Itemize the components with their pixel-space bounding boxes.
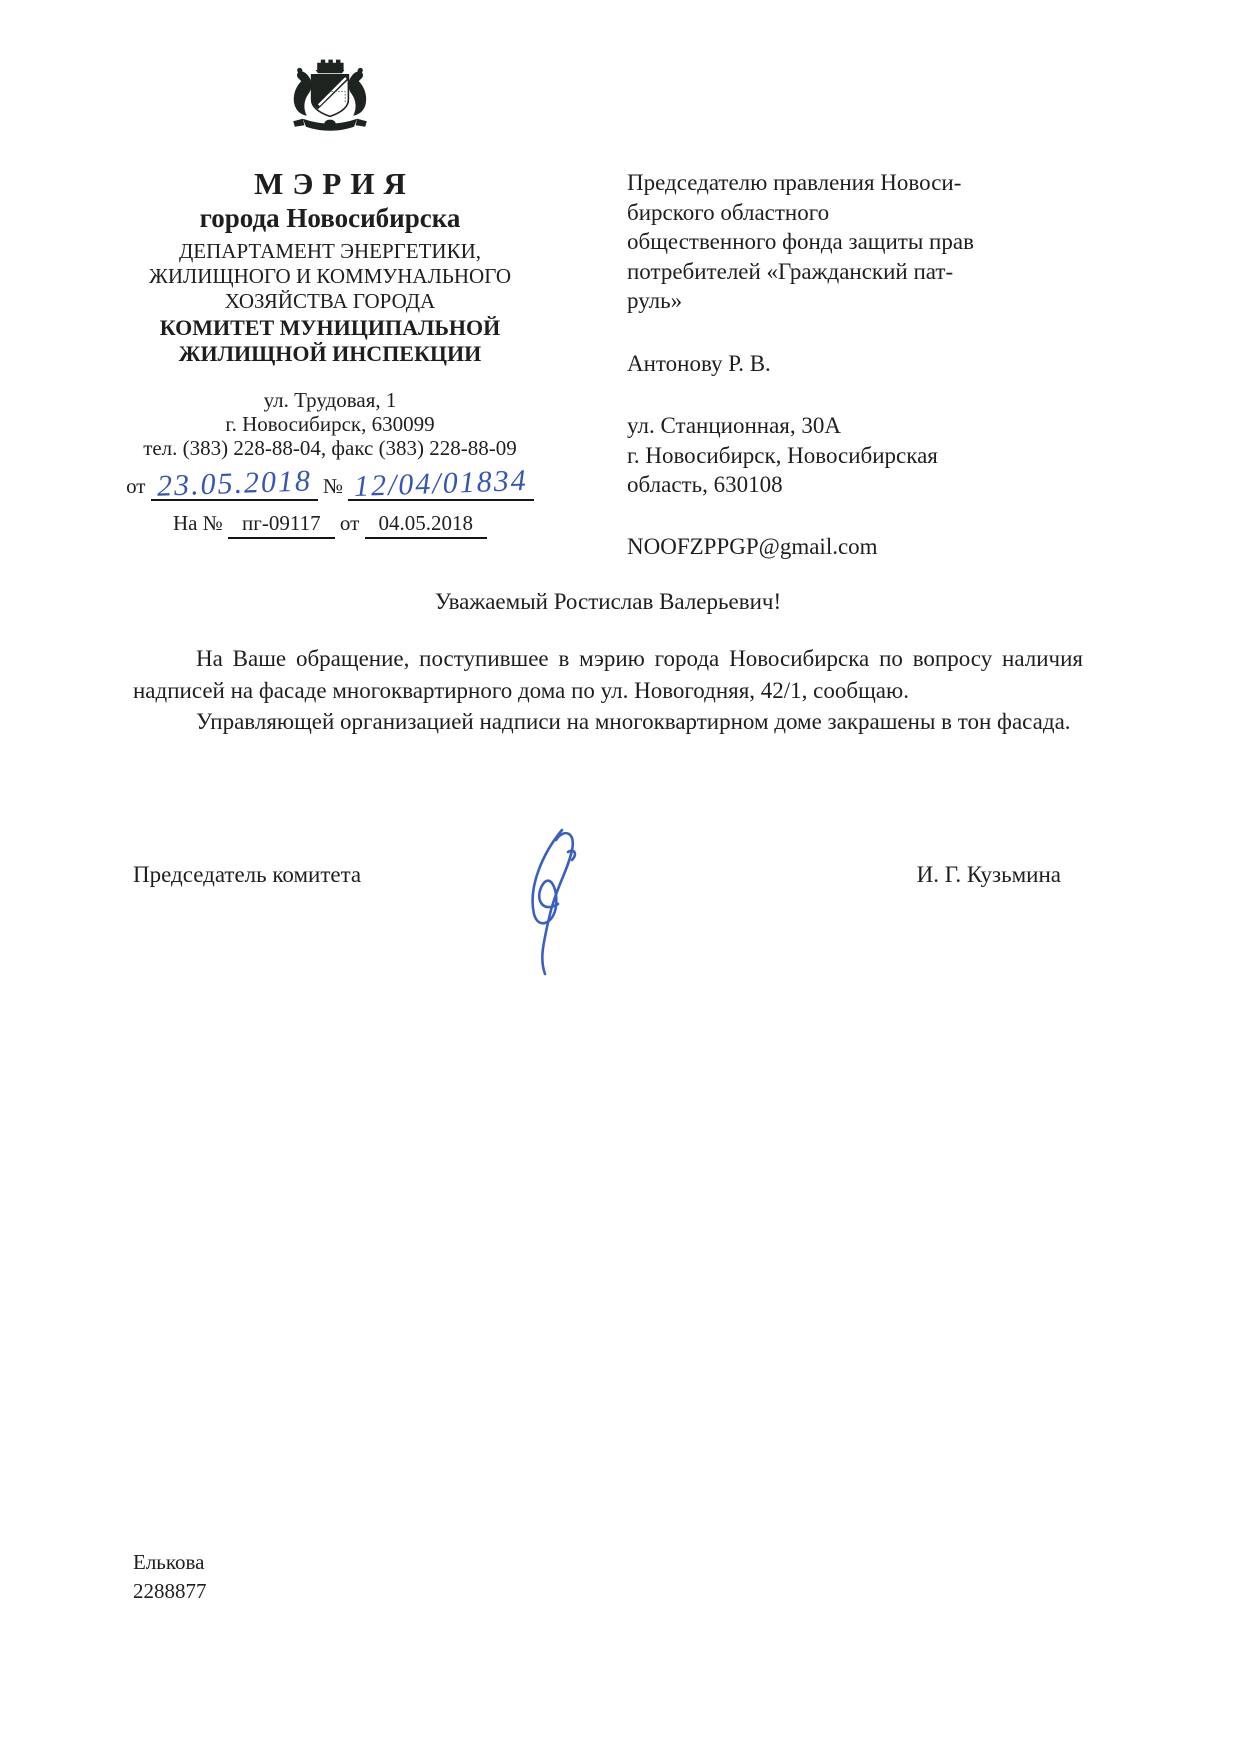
sender-address-line: г. Новосибирск, 630099 (225, 412, 435, 436)
recipient-org-line: потребителей «Гражданский пат- (627, 258, 954, 284)
letterhead-block (95, 56, 565, 539)
sender-address-line: ул. Трудовая, 1 (263, 388, 397, 412)
recipient-org-line: Председателю правления Новоси- (627, 170, 962, 195)
recipient-email: NOOFZPPGP@gmail.com (627, 533, 878, 559)
recipient-name: Антонову Р. В. (627, 350, 771, 376)
recipient-address-line: ул. Станционная, 30А (627, 413, 841, 438)
org-title: МЭРИЯ (254, 166, 415, 201)
body-paragraph: Управляющей организацией надписи на многоквартирном доме закрашены в тон фасада. (196, 709, 1071, 734)
handwritten-signature (498, 826, 623, 976)
outgoing-reference-line (95, 463, 565, 504)
outgoing-number-label: № (322, 474, 344, 498)
recipient-org-line: руль» (627, 288, 683, 313)
salutation: Уважаемый Ростислав Валерьевич! (434, 589, 782, 614)
department-line: ХОЗЯЙСТВА ГОРОДА (224, 289, 436, 313)
novosibirsk-emblem-icon (282, 56, 378, 156)
handwritten-date: 23.05.2018 (156, 464, 313, 503)
executor-block (133, 1548, 207, 1606)
letter-body (133, 643, 1083, 738)
recipient-org-line: общественного фонда защиты прав (627, 229, 974, 254)
recipient-org-line: бирского областного (627, 199, 830, 225)
department-line: ЖИЛИЩНОГО И КОММУНАЛЬНОГО (149, 264, 511, 288)
recipient-address-line: г. Новосибирск, Новосибирская (627, 442, 938, 468)
recipient-address (627, 411, 1087, 500)
department-line: ДЕПАРТАМЕНТ ЭНЕРГЕТИКИ, (178, 239, 482, 263)
recipient-address-line: область, 630108 (627, 472, 783, 497)
sender-phone-fax: тел. (383) 228-88-04, факс (383) 228-88-09 (143, 436, 517, 460)
incoming-number-field: пг-09117 (228, 511, 335, 539)
department-name (95, 239, 565, 314)
executor-phone: 2288877 (133, 1579, 207, 1603)
outgoing-number-field (348, 463, 534, 504)
recipient-block (627, 168, 1087, 561)
incoming-date-label: от (339, 511, 360, 535)
committee-line: ЖИЛИЩНОЙ ИНСПЕКЦИИ (178, 341, 482, 366)
handwritten-number: 12/04/01834 (353, 463, 529, 504)
incoming-reference-line (95, 511, 565, 539)
recipient-org (627, 168, 1087, 316)
incoming-reply-label: На № (172, 511, 223, 535)
signer-position: Председатель комитета (133, 862, 362, 887)
signer-name: И. Г. Кузьмина (916, 862, 1061, 887)
org-subtitle: города Новосибирска (199, 203, 461, 233)
outgoing-date-label: от (126, 474, 146, 498)
committee-line: КОМИТЕТ МУНИЦИПАЛЬНОЙ (159, 315, 501, 340)
sender-address (95, 388, 565, 460)
executor-name: Елькова (133, 1550, 205, 1574)
committee-name (95, 315, 565, 367)
body-paragraph: На Ваше обращение, поступившее в мэрию города Новосибирска по вопросу наличия надписей на фасаде многоквартирного дома по ул. Новогодняя, 42/1, сообщаю. (133, 646, 1083, 703)
outgoing-date-field (151, 464, 318, 503)
incoming-date-field: 04.05.2018 (365, 511, 488, 539)
